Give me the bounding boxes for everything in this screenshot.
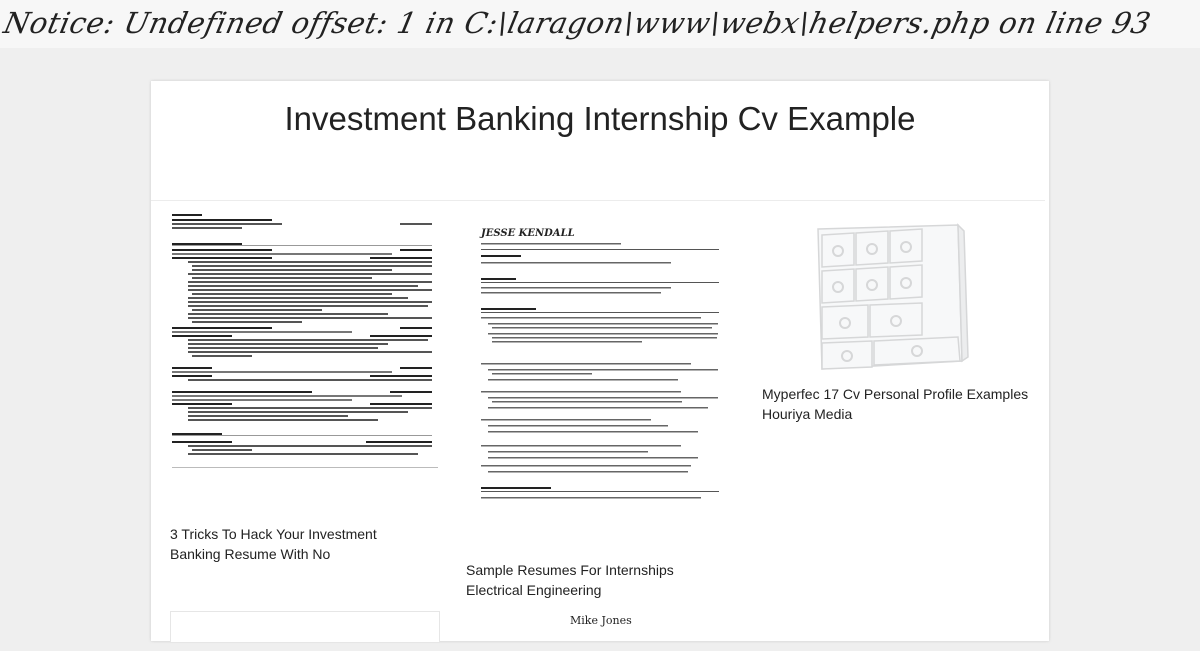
page-title: Investment Banking Internship Cv Example xyxy=(284,100,916,137)
gallery-caption-link-2[interactable]: Sample Resumes For Internships Electrical Engineering xyxy=(466,562,674,598)
resume-thumbnail-2[interactable] xyxy=(466,211,734,561)
gallery-caption-1[interactable] xyxy=(170,524,430,564)
gallery-caption-link-3[interactable]: Myperfec 17 Cv Personal Profile Examples Houriya Media xyxy=(762,386,1029,422)
gallery-item-1[interactable] xyxy=(170,211,438,571)
gallery-item-5[interactable] xyxy=(466,611,734,651)
gallery-caption-link-1[interactable]: 3 Tricks To Hack Your Investment Banking Resume With No xyxy=(170,526,377,562)
resume-thumbnail-4[interactable] xyxy=(170,611,440,643)
php-notice-bar xyxy=(0,0,1200,48)
gallery-item-3[interactable] xyxy=(762,211,1030,431)
resume-thumbnail-1[interactable] xyxy=(170,211,438,525)
dresser-thumbnail[interactable] xyxy=(762,211,1030,381)
gallery-item-2[interactable] xyxy=(466,211,734,611)
gallery-caption-2[interactable] xyxy=(466,560,734,600)
content-card xyxy=(151,81,1049,641)
resume-document-image xyxy=(170,211,438,525)
dresser-image xyxy=(762,211,1030,381)
resume-document-image xyxy=(466,211,734,561)
php-notice-text: Notice: Undefined offset: 1 in C:\laragon\www\webx\helpers.php on line 93 xyxy=(0,6,1155,40)
gallery-caption-3[interactable] xyxy=(762,384,1030,424)
gallery-item-4[interactable] xyxy=(170,611,438,651)
resume-name-heading-2: Mike Jones xyxy=(570,614,632,627)
title-divider xyxy=(151,200,1045,201)
resume-name-heading: JESSE KENDALL xyxy=(481,228,575,239)
